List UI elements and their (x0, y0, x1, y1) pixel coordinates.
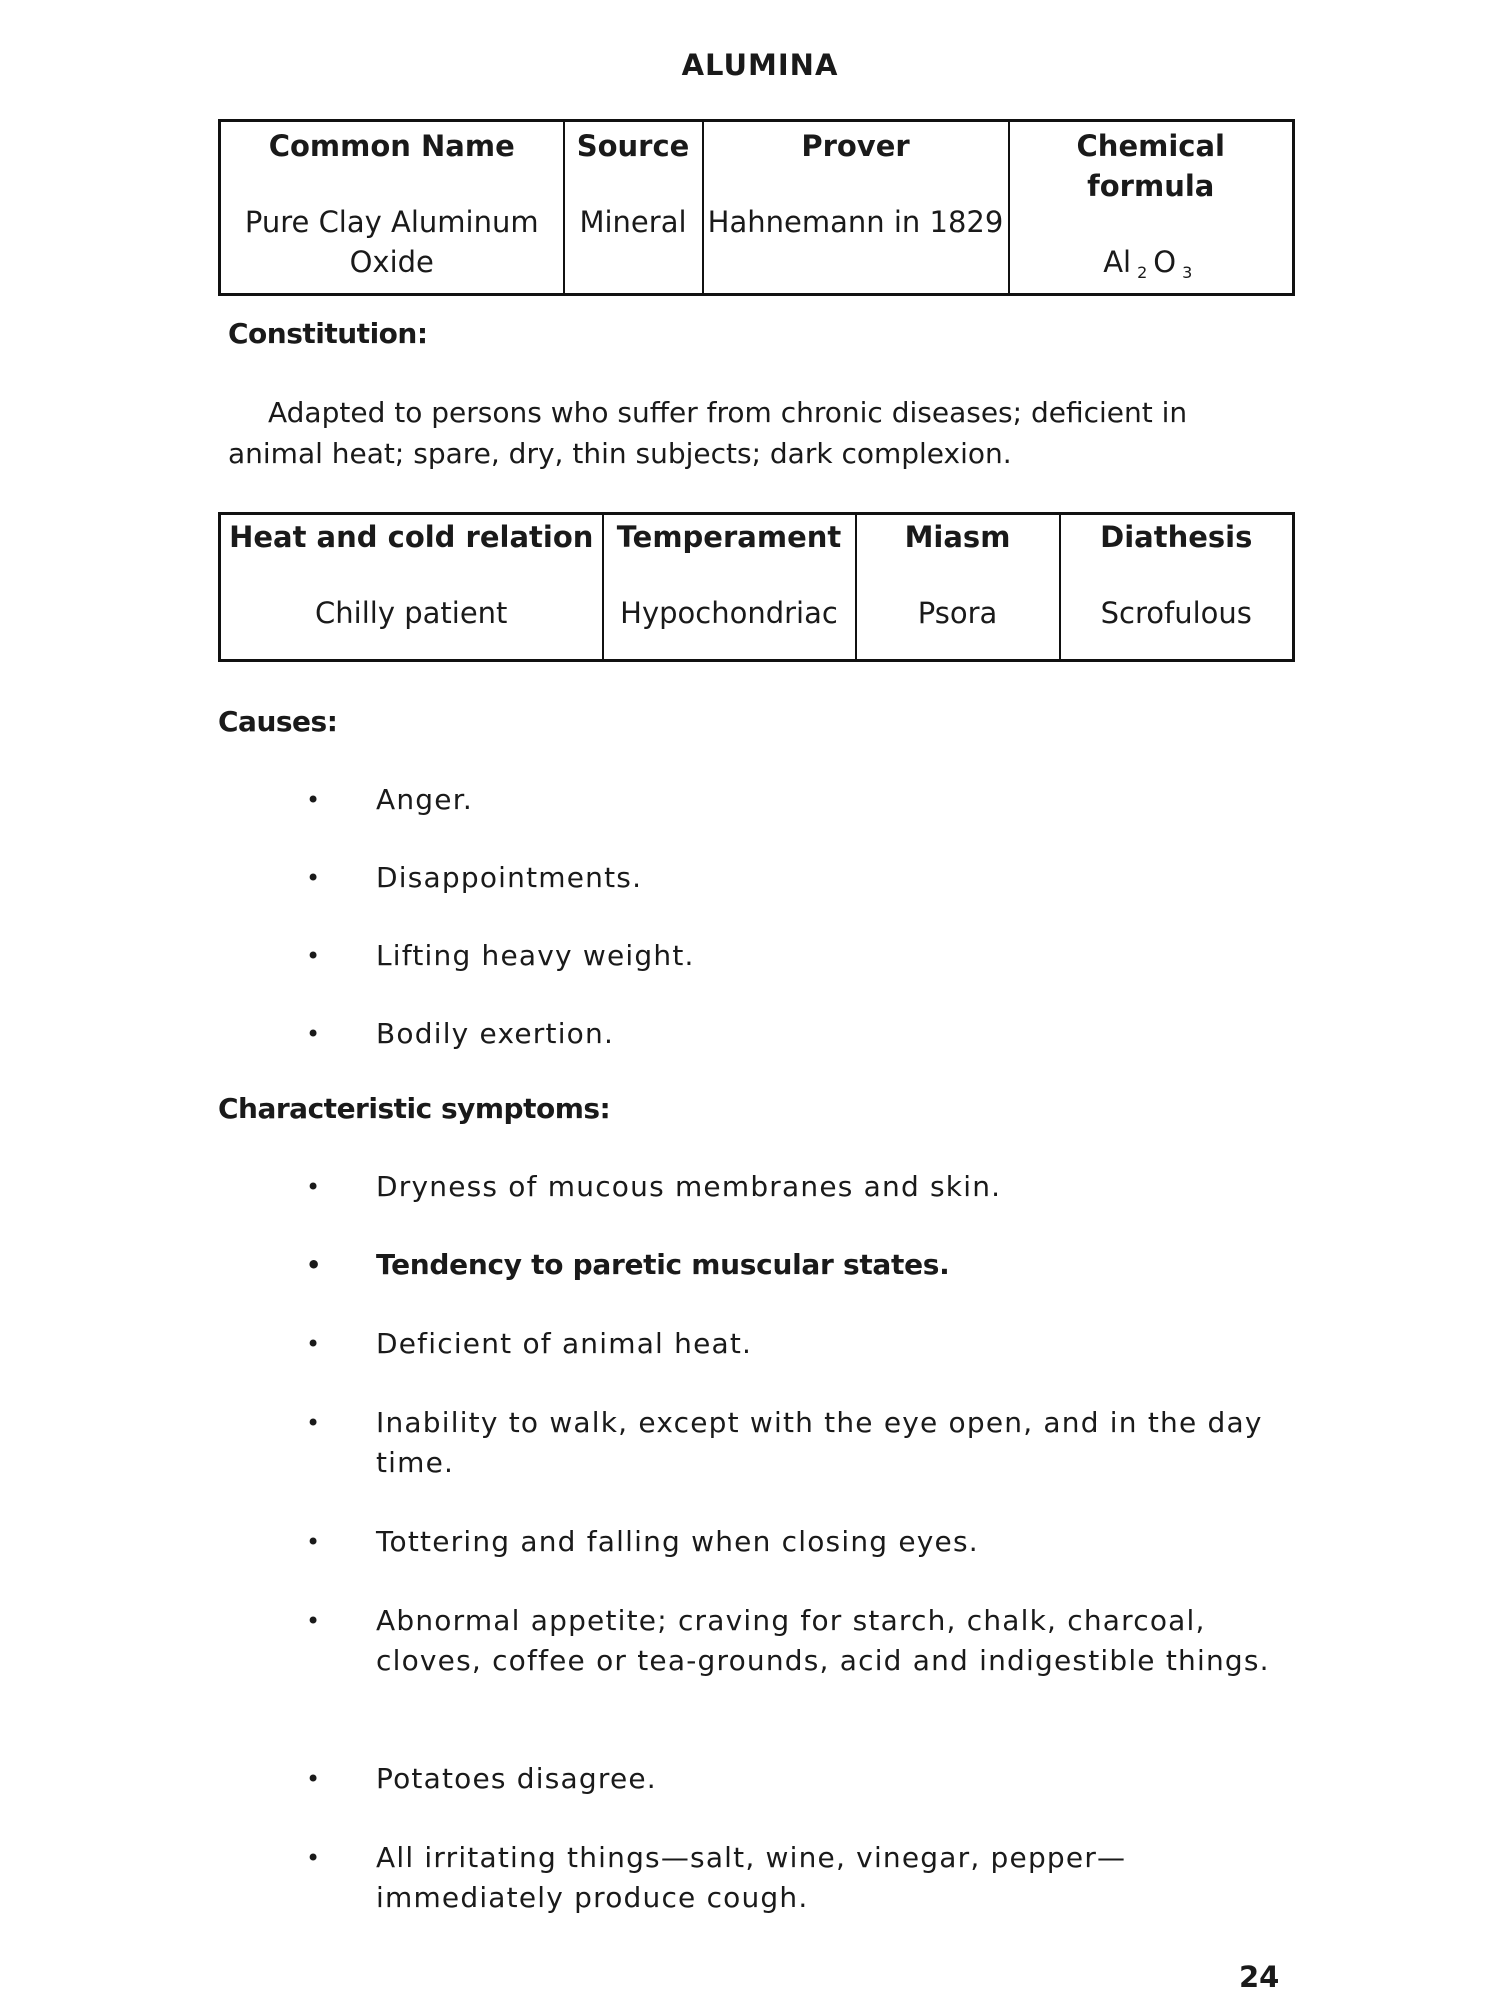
list-item (306, 1838, 1306, 1918)
list-item (306, 1167, 1306, 1207)
symptom-text: Dryness of mucous membranes and skin. (376, 1170, 1002, 1203)
common-name-value: Pure Clay Aluminum Oxide (244, 205, 539, 279)
common-name-header: Common Name (268, 129, 515, 163)
bullet-icon: • (306, 1020, 321, 1048)
chemical-formula-cell (1009, 121, 1294, 295)
formula-element-o: O (1153, 245, 1177, 279)
list-item (306, 1324, 1306, 1364)
temperament-header: Temperament (616, 520, 842, 554)
bullet-icon: • (306, 1844, 321, 1872)
remedy-info-table (218, 119, 1295, 296)
symptom-text: Tendency to paretic muscular states. (376, 1248, 950, 1281)
chemical-formula-header: Chemical formula (1076, 129, 1225, 203)
formula-element-al: Al (1103, 245, 1132, 279)
constitution-table (218, 512, 1295, 662)
miasm-value: Psora (917, 596, 998, 630)
diathesis-cell (1060, 514, 1294, 661)
symptom-text: Inability to walk, except with the eye open, and in the day time. (376, 1406, 1263, 1479)
bullet-icon: • (306, 1173, 321, 1201)
bullet-icon: • (306, 1765, 321, 1793)
list-item (306, 1759, 1306, 1799)
bullet-icon: • (306, 942, 321, 970)
diathesis-header: Diathesis (1100, 520, 1253, 554)
bullet-icon: • (306, 1251, 322, 1279)
prover-cell (703, 121, 1009, 295)
page-title: ALUMINA (681, 48, 839, 82)
list-item (306, 1522, 1306, 1562)
causes-heading: Causes: (218, 705, 338, 738)
list-item (306, 858, 1306, 898)
common-name-cell (220, 121, 564, 295)
bullet-icon: • (306, 1330, 321, 1358)
constitution-heading: Constitution: (228, 317, 428, 350)
cause-text: Bodily exertion. (376, 1017, 615, 1050)
list-item (306, 1601, 1306, 1681)
symptom-text: Deficient of animal heat. (376, 1327, 753, 1360)
list-item (306, 1014, 1306, 1054)
source-value: Mineral (579, 205, 687, 239)
prover-header: Prover (801, 129, 910, 163)
list-item (306, 936, 1306, 976)
heat-cold-value: Chilly patient (315, 596, 508, 630)
prover-value: Hahnemann in 1829 (707, 205, 1004, 239)
constitution-text: Adapted to persons who suffer from chronic diseases; deficient in animal heat; spare, dry, thin subjects; dark complexion. (228, 396, 1188, 470)
source-cell (564, 121, 703, 295)
list-item (306, 1245, 1306, 1285)
bullet-icon: • (306, 1409, 321, 1437)
heat-cold-cell (220, 514, 603, 661)
list-item (306, 780, 1306, 820)
miasm-header: Miasm (904, 520, 1011, 554)
source-header: Source (576, 129, 690, 163)
list-item (306, 1403, 1306, 1483)
formula-subscript-3: 3 (1182, 263, 1193, 282)
page-number: 24 (1239, 1960, 1280, 1994)
temperament-cell (603, 514, 856, 661)
cause-text: Disappointments. (376, 861, 643, 894)
symptom-text: Abnormal appetite; craving for starch, chalk, charcoal, cloves, coffee or tea-grounds, acid and indigestible things. (376, 1604, 1270, 1677)
chemical-formula-value (1010, 206, 1293, 293)
symptom-text: Tottering and falling when closing eyes. (376, 1525, 979, 1558)
bullet-icon: • (306, 786, 321, 814)
bullet-icon: • (306, 1607, 321, 1635)
cause-text: Anger. (376, 783, 473, 816)
miasm-cell (856, 514, 1060, 661)
symptom-text: All irritating things—salt, wine, vinegar, pepper—immediately produce cough. (376, 1841, 1127, 1914)
symptom-text: Potatoes disagree. (376, 1762, 657, 1795)
bullet-icon: • (306, 1528, 321, 1556)
bullet-icon: • (306, 864, 321, 892)
heat-cold-header: Heat and cold relation (229, 520, 594, 554)
symptoms-heading: Characteristic symptoms: (218, 1092, 611, 1125)
temperament-value: Hypochondriac (620, 596, 838, 630)
cause-text: Lifting heavy weight. (376, 939, 695, 972)
formula-subscript-2: 2 (1137, 263, 1148, 282)
diathesis-value: Scrofulous (1100, 596, 1252, 630)
